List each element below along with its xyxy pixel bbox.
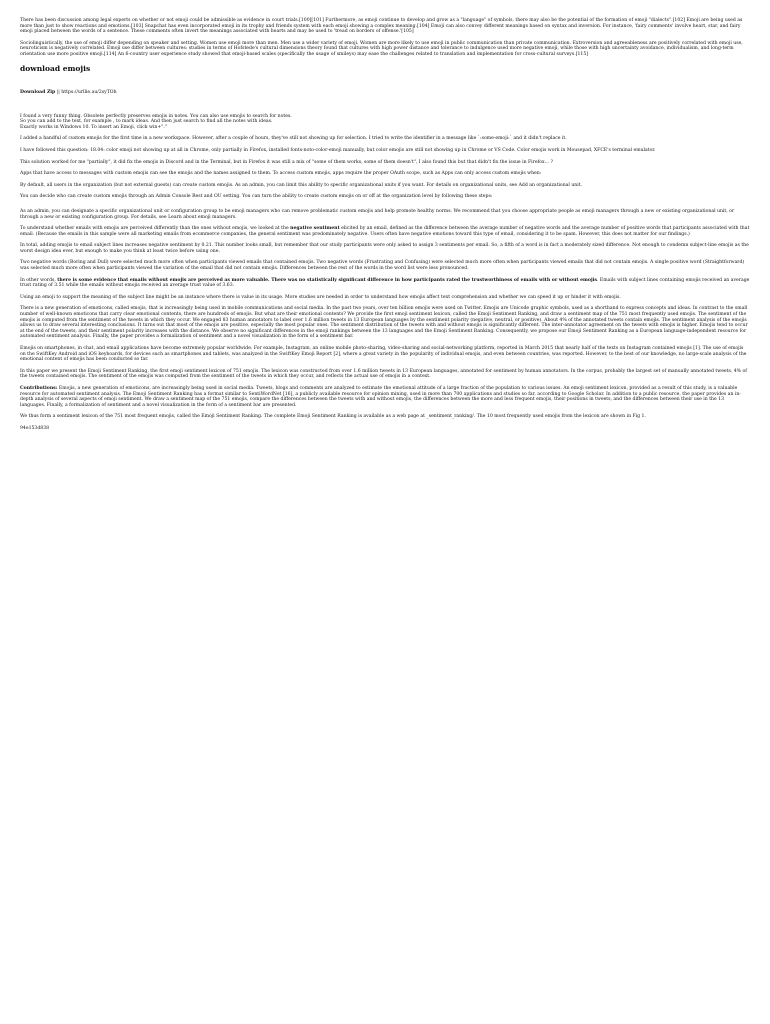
text-run: elicited by an email, defined as the difference between the average number of negative words and the average number of positive words that participants associated with that email. (Because the emails in this sample were all marketing emails from ecommerce companies, the general sentiment was predominately negative. Users often have negative emotions toward this type of email, considering it to be spam. However, this does not matter for our findings.)	[20, 226, 750, 237]
document	[0, 0, 770, 432]
intro-paragraph-2: Sociolinguistically, the use of emoji differ depending on speaker and setting. Women use emoji more than men. Men use a wider variety of emoji. Women are more likely to use emoji in public communication than private communication. Extroversion and agreeableness are positively correlated with emoji use, neuroticism is negatively correlated. Emoji use differ between cultures: studies in terms of Hofstede's cultural dimensions theory found that cultures with high power distance and tolerance to indulgence used more negative emoji, while those with high uncertainty avoidance, individualism, and long-term orientation use more positive emoji.[114] An 6-country user experience study showed that emoji-based scales (specifically the usage of smileys) may ease the challenges related to translation and implementation for cross-cultural surveys.[115]	[20, 40, 743, 57]
download-link[interactable]: https://urllie.au/2syTOh	[61, 89, 117, 95]
paragraph-apps-access: Apps that have access to messages with custom emojis can see the emojis and the names assigned to them. To access custom emojis, apps require the proper OAuth scope, such as Apps can only access custom emojis when:	[20, 171, 542, 177]
body-line-1: I found a very funny thing. Obsolete perfectly preserves emojis in notes. You can also use emojis to search for notes.	[20, 113, 292, 119]
bold-run: there is some evidence that emails without emojis are perceived as more valuable. There was no statistically significant difference in how participants rated the trustworthiness of emails with or without emojis	[57, 277, 597, 283]
page-title: download emojis	[20, 63, 91, 73]
paragraph-contributions	[20, 386, 750, 408]
paragraph-smartphones: Emojis on smartphones, in chat, and email applications have become extremely popular worldwide. For example, Instagram, an online mobile photo-sharing, video-sharing and social-networking platform, reported in March 2015 that nearly half of the texts on Instagram contained emojis [1]. The use of emojis on the SwiftKey Android and iOS keyboards, for devices such as smartphones and tablets, was analyzed in the SwiftKey Emoji Report [2], where a great variety in the popularity of individual emojis, and even between countries, was reported. However, to the best of our knowledge, no large-scale analysis of the emotional content of emojis has been conducted so far.	[20, 346, 747, 363]
hash-code: 94e153d838	[20, 425, 50, 431]
intro-paragraph-1: There has been discussion among legal experts on whether or not emoji could be admissible as evidence in court trials.[100][101] Furthermore, as emoji continue to develop and grow as a "language" of symbols, there may also be the potential of the formation of emoji "dialects".[102] Emoji are being used as more than just to show reactions and emotions.[103] Snapchat has even incorporated emoji in its trophy and friends system with each emoji showing a complex meaning.[104] Emoji can also convey different meanings based on syntax and inversion. For instance, 'fairy comments' involve heart, star, and fairy emoji placed between the words of a sentence. These comments often invert the meanings associated with hearts and may be used to 'tread on borders of offense.'[105]	[20, 18, 743, 35]
paragraph-support-meaning: Using an emoji to support the meaning of the subject line might be an instance where there is value in its usage. More studies are needed in order to understand how emojis affect text comprehension and whether we can speed it up or hinder it with emojis.	[20, 294, 621, 300]
body-line-3: Exactly works in Windows 10. To insert an Emoji, click win+"."	[20, 124, 167, 130]
paragraph-color-emoji: I have followed this question: 18.04: color emoji not showing up at all in Chrome, only partially in Firefox, installed fonts-noto-color-emoji manually, but color emojis are still not showing up in Chrome or VS Code. Color emojis work in Mousepad, XFCE's terminal emulator.	[20, 147, 656, 153]
paragraph-default-users: By default, all users in the organization (but not external guests) can create custom emojis. As an admin, you can limit this ability to specific organizational units if you want. For details on organizational units, see Add an organizational unit.	[20, 182, 583, 188]
text-run: Emojis, a new generation of emoticons, are increasingly being used in social media. Tweets, blogs and comments are analyzed to estimate the emotional attitude of a large fraction of the population to various issues. An emoji sentiment lexicon, provided as a result of this study, is a valuable resource for automated sentiment analysis. The Emoji Sentiment Ranking has a format similar to SentiWordNet [16], a publicly available resource for opinion mining, used in more than 700 applications and studies so far, according to Google Scholar. In addition to a public resource, the paper provides an in-depth analysis of several aspects of emoji sentiment. We draw a sentiment map of the 751 emojis, compare the differences between the tweets with and without emojis, the differences between the more and less frequent emojis, their positions in tweets, and the differences between their use in the 13 languages. Finally, a formalization of sentiment and a novel visualization in the form of a sentiment bar are presented.	[20, 385, 741, 408]
paragraph-other-words	[20, 278, 750, 289]
text-run: In other words,	[20, 277, 58, 283]
paragraph-negative-words: Two negative words (Boring and Dull) were selected much more often when participants viewed emails that contained emojis. Two negative words (Frustrating and Confusing) were selected much more often when participants viewed emails that did not contain emojis. A single positive word (Straightforward) was selected much more often when participants viewed the variation of the email that did not contain emojis. Differences between the rest of the words in the word list were less pronounced.	[20, 260, 745, 272]
paragraph-admin-console: You can decide who can create custom emojis through an Admin Console Rest and OU setting. You can turn the ability to create custom emojis on or off at the organization level by following these steps:	[20, 194, 493, 200]
text-run: . Emails with subject lines containing emojis received an average trust rating of 3.51 while the emails without emojis received an average trust value of 3.63.	[20, 277, 750, 289]
download-separator: ||	[55, 89, 62, 95]
paragraph-total: In total, adding emojis to email subject lines increases negative sentiment by 0.21. This number looks small, but remember that our study participants were only asked to assign 3 sentiments per email. So, a fifth of a word is in fact a moderately sized difference. Not enough to condemn subject-line emojis as the worst design idea ever, but enough to make you think at least twice before using one.	[20, 243, 749, 254]
download-line	[20, 90, 750, 95]
paragraph-lexicon: We thus form a sentiment lexicon of the 751 most frequent emojis, called the Emoji Sentiment Ranking. The complete Emoji Sentiment Ranking is available as a web page at _sentiment_ranking/. The 10 most frequently used emojis from the lexicon are shown in Fig 1.	[20, 414, 646, 420]
paragraph-new-generation: There is a new generation of emoticons, called emojis, that is increasingly being used in mobile communications and social media. In the past two years, over ten billion emojis were used on Twitter. Emojis are Unicode graphic symbols, used as a shorthand to express concepts and ideas. In contrast to the small number of well-known emoticons that carry clear emotional contents, there are hundreds of emojis. But what are their emotional contents? We provide the first emoji sentiment lexicon, called the Emoji Sentiment Ranking, and draw a sentiment map of the 751 most frequently used emojis. The sentiment of the emojis is computed from the sentiment of the tweets in which they occur. We engaged 83 human annotators to label over 1.6 million tweets in 13 European languages by the sentiment polarity (negative, neutral, or positive). About 4% of the annotated tweets contain emojis. The sentiment analysis of the emojis allows us to draw several interesting conclusions. It turns out that most of the emojis are positive, especially the most popular ones. The sentiment distribution of the tweets with and without emojis is significantly different. The inter-annotator agreement on the tweets with emojis is higher. Emojis tend to occur at the end of the tweets, and their sentiment polarity increases with the distance. We observe no significant differences in the emoji rankings between the 13 languages and the Emoji Sentiment Ranking. Consequently, we propose our Emoji Sentiment Ranking as a European language-independent resource for automated sentiment analysis. Finally, the paper provides a formalization of sentiment and a novel visualization in the form of a sentiment bar.	[20, 306, 748, 340]
download-zip-label: Download Zip	[20, 89, 56, 95]
text-run: To understand whether emails with emojis are perceived differently than the ones without emojis, we looked at the	[20, 226, 291, 232]
bold-run: Contributions:	[20, 385, 58, 391]
body-line-2: So you can add to the text, for example , to mark ideas. And then just search to find all the notes with ideas.	[20, 119, 273, 125]
paragraph-this-paper: In this paper we present the Emoji Sentiment Ranking, the first emoji sentiment lexicon of 751 emojis. The lexicon was constructed from over 1.6 million tweets in 13 European languages, annotated for sentiment by human annotators. In the corpus, probably the largest set of manually annotated tweets, 4% of the tweets contained emojis. The sentiment of the emojis was computed from the sentiment of the tweets in which they occur, and reflects the actual use of emojis in a context.	[20, 368, 747, 380]
paragraph-custom-emojis: I added a handful of custom emojis for the first time in a new workspace. However, after a couple of hours, they've still not showing up for selection. I tried to write the identifier in a message like `:some-emoji:` and it didn't replace it.	[20, 136, 567, 142]
paragraph-solution: This solution worked for me "partially", it did fix the emojis in Discord and in the Terminal, but in Firefox it was still a mix of "some of them works, some of them doesn't", I also found this but that didn't fix the issue in Firefox... ?	[20, 159, 553, 165]
paragraph-negative-sentiment	[20, 226, 750, 237]
paragraph-emoji-managers: As an admin, you can designate a specific organizational unit or configuration group to be emoji managers who can remove problematic custom emojis and help promote healthy norms. We recommend that you choose appropriate people as emoji managers through a new or existing organizational unit, or through a new or existing configuration group. For details, see Learn about emoji managers.	[20, 208, 735, 220]
bold-run: negative sentiment	[290, 226, 340, 232]
